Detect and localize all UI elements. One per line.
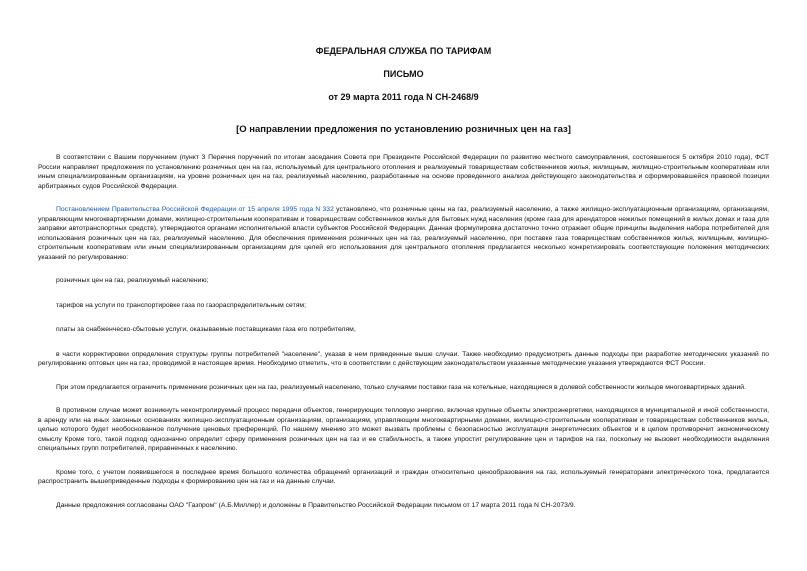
paragraph-6: Кроме того, с учетом появившегося в последнее время большого количества обращений организаций и граждан относительно ценообразования на газ, используемый генераторами электрического тока, предлагается распространить вышеприведенные подходы к формированию цен на газ и на данные случаи. xyxy=(38,468,769,485)
document-body xyxy=(38,153,769,524)
list-item-supply-fees: платы за снабженческо-сбытовые услуги, оказываемые поставщиками газа его потребителям, xyxy=(56,326,356,333)
list-item-retail-prices: розничных цен на газ, реализуемый населению; xyxy=(56,277,209,284)
paragraph-2 xyxy=(38,205,769,262)
paragraph-5: В противном случае может возникнуть неконтролируемый процесс передачи объектов, генерирующих тепловую энергию, включая крупные объекты электроэнергетики, находящихся в муниципальной и иной собственности, в аренду или на иных законных основаниях жилищно-эксплуатационным организациям, организациям, управляющим многоквартирными домами, жилищно-строительным кооперативам и товариществам собственников жилья, целью которого будет необоснованное получение ценовых преференций. По нашему мнению это может вызвать проблемы с безопасностью эксплуатации энергетических объектов и в целом противоречит экономическому смыслу Кроме того, такой подход однозначно определит сферу применения розничных цен на газ и ее стабильность, а также упростит регулирование цен и тарифов на газ, поскольку не вызовет необходимости выделения специальных групп потребителей, приравненных к населению. xyxy=(38,407,769,452)
decree-332-link[interactable]: Постановлением Правительства Российской Федерации от 15 апреля 1995 года N 332 xyxy=(56,206,334,213)
paragraph-7: Данные предложения согласованы ОАО "Газпром" (А.Б.Миллер) и доложены в Правительство Российской Федерации письмом от 17 марта 2011 года N СН-2073/9. xyxy=(56,501,576,509)
document-date-number: от 29 марта 2011 года N СН-2468/9 xyxy=(328,92,479,102)
document-type: ПИСЬМО xyxy=(383,69,424,79)
paragraph-2-text: установлено, что розничные цены на газ, реализуемый населению, а также жилищно-эксплуатационным организациям, организациям, управляющим многоквартирными домами, жилищно-строительным кооперативам и товариществам собственников жилья для бытовых нужд населения (кроме газа для арендаторов нежилых помещений в жилых домах и газа для заправки автотранспортных средств), утверждаются органами исполнительной власти субъектов Российской Федерации. Данная формулировка достаточно точно отражает общие принципы выделения набора потребителей для использования розничных цен на газ, реализуемый населению. Для обеспечения применения розничных цен на газ, реализуемый населению, при поставке газа товариществам собственников жилья, жилищным, жилищно-строительным кооперативам или иным специализированным организациям для целей его использования для центрального отопления предлагается несколько конкретизировать соответствующие положения методических указаний по регулированию: xyxy=(38,206,769,261)
document-subject: [О направлении предложения по установлению розничных цен на газ] xyxy=(236,124,571,135)
paragraph-1: В соответствии с Вашим поручением (пункт 3 Перечня поручений по итогам заседания Совета при Президенте Российской Федерации по развитию местного самоуправления, состоявшегося 5 октября 2010 года), ФСТ России направляет предложения по установлению розничных цен на газ, используемый для центрального отопления и реализуемый товариществам собственников жилья, жилищным, жилищно-строительным кооперативам или иным специализированным организациям, на уровне розничных цен на газ, реализуемый населению, разработанные на основе проведенного анализа действующего законодательства и сформировавшейся правовой позиции арбитражных судов Российской Федерации. xyxy=(38,154,769,190)
paragraph-4: При этом предлагается ограничить применение розничных цен на газ, реализуемый населению, только случаями поставки газа на котельные, находящиеся в долевой собственности жильцов многоквартирных зданий. xyxy=(56,383,746,391)
list-item-transport-tariffs: тарифов на услуги по транспортировке газа по газораспределительным сетям; xyxy=(56,301,306,309)
paragraph-3: в части корректировки определения структуры группы потребителей "население", указав в нем приведенные выше случаи. Также необходимо предусмотреть данные подходы при разработке методических указаний по регулированию оптовых цен на газ, проводимой в настоящее время. Необходимо отметить, что в соответствии с действующим законодательством указанные методические указания утверждаются ФСТ России. xyxy=(38,350,769,367)
agency-name: ФЕДЕРАЛЬНАЯ СЛУЖБА ПО ТАРИФАМ xyxy=(315,46,492,56)
